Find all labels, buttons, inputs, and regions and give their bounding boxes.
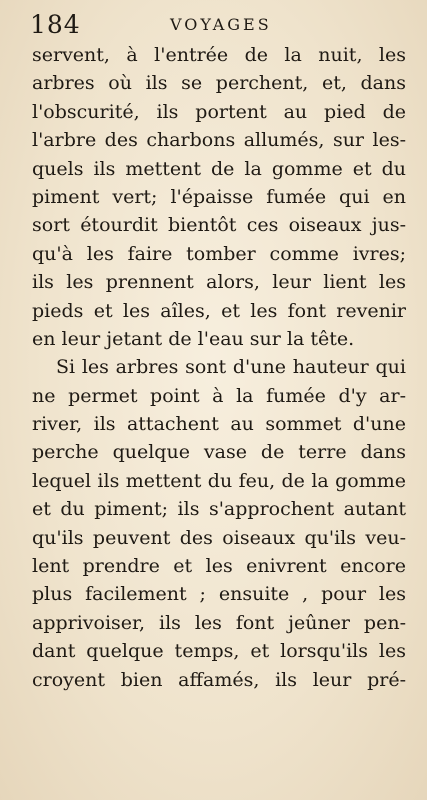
paragraph xyxy=(32,41,406,353)
text-line: et du piment; ils s'approchent autant xyxy=(32,498,406,521)
text-line: l'obscurité, ils portent au pied de xyxy=(32,100,406,123)
text-line: croyent bien affamés, ils leur pré- xyxy=(32,668,406,691)
text-line: ils les prennent alors, leur lient les xyxy=(32,271,406,294)
text-line: river, ils attachent au sommet d'une xyxy=(32,413,406,436)
text-line: l'arbre des charbons allumés, sur les- xyxy=(32,129,406,152)
text-line: plus facilement ; ensuite , pour les xyxy=(32,583,406,606)
text-line: en leur jetant de l'eau sur la tête. xyxy=(32,327,355,350)
text-line: sort étourdit bientôt ces oiseaux jus- xyxy=(32,214,406,237)
running-title: VOYAGES xyxy=(170,15,272,34)
text-line: pieds et les aîles, et les font revenir xyxy=(32,299,406,322)
text-line: lequel ils mettent du feu, de la gomme xyxy=(32,469,406,492)
body-text xyxy=(32,41,406,694)
text-line: qu'à les faire tomber comme ivres; xyxy=(32,242,406,265)
text-line: arbres où ils se perchent, et, dans xyxy=(32,72,406,95)
text-line: dant quelque temps, et lorsqu'ils les xyxy=(32,640,406,663)
text-line: perche quelque vase de terre dans xyxy=(32,441,406,464)
text-line: servent, à l'entrée de la nuit, les xyxy=(32,44,406,66)
text-line: lent prendre et les enivrent encore xyxy=(32,555,406,578)
text-line: ne permet point à la fumée d'y ar- xyxy=(32,384,406,407)
text-line: piment vert; l'épaisse fumée qui en xyxy=(32,185,406,208)
text-line: Si les arbres sont d'une hauteur qui xyxy=(56,356,406,379)
page-number: 184 xyxy=(30,10,81,39)
text-line: quels ils mettent de la gomme et du xyxy=(32,157,406,180)
page-header xyxy=(30,10,406,40)
text-line: apprivoiser, ils les font jeûner pen- xyxy=(32,611,406,634)
text-line: qu'ils peuvent des oiseaux qu'ils veu- xyxy=(32,526,406,549)
paragraph xyxy=(32,353,406,694)
